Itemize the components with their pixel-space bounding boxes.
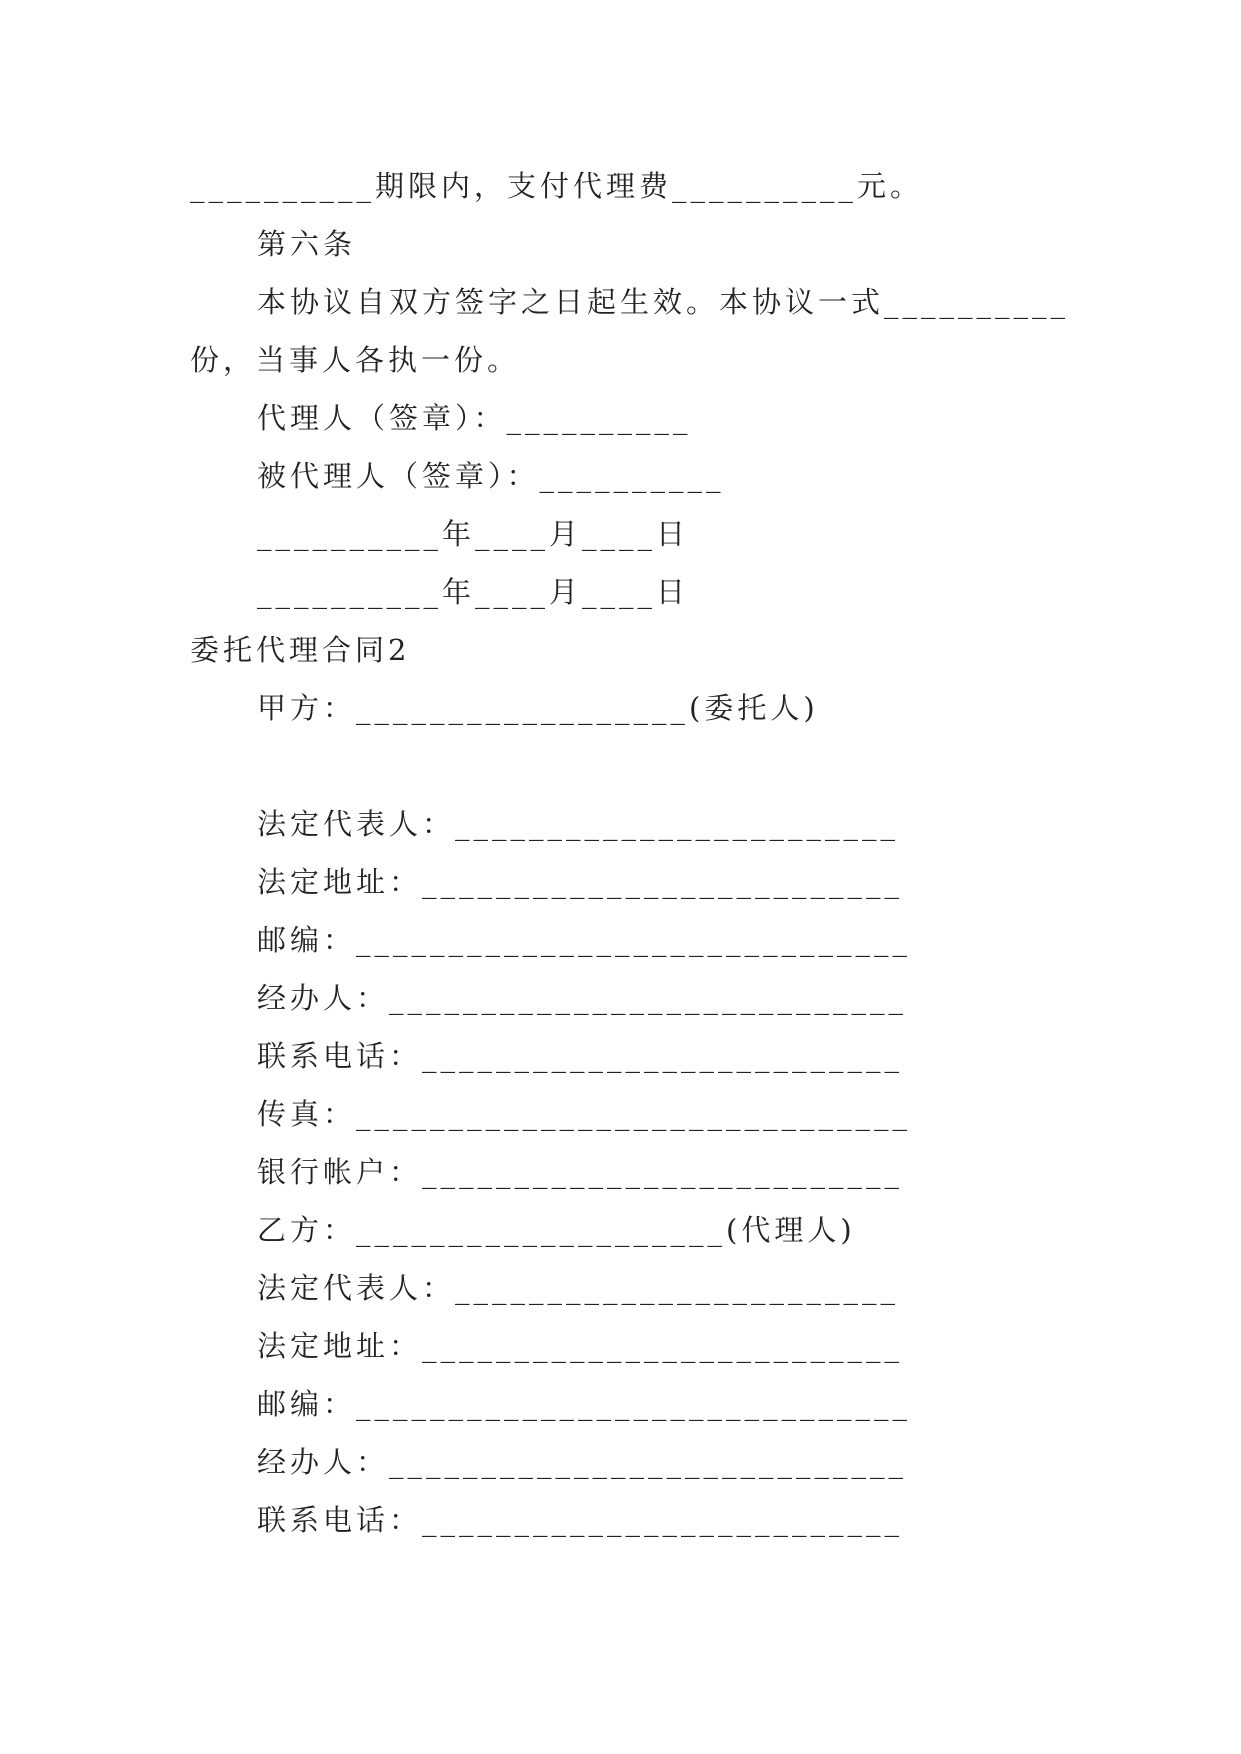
effective-clause-continuation: 份，当事人各执一份。 xyxy=(190,343,521,377)
party-a-legal-representative: 法定代表人：________________________ xyxy=(257,807,900,841)
party-a-postcode: 邮编：______________________________ xyxy=(257,923,912,957)
contract-title: 委托代理合同2 xyxy=(190,633,411,667)
party-a-fax: 传真：______________________________ xyxy=(257,1097,912,1131)
party-b-postcode: 邮编：______________________________ xyxy=(257,1387,912,1421)
agent-signature-line: 代理人（签章）：__________ xyxy=(257,401,692,435)
party-a-bank-account: 银行帐户：__________________________ xyxy=(257,1155,904,1189)
party-a-phone: 联系电话：__________________________ xyxy=(257,1039,904,1073)
effective-clause-line: 本协议自双方签字之日起生效。本协议一式__________ xyxy=(257,285,1070,319)
date-line-1: __________年____月____日 xyxy=(257,517,690,551)
party-b-handler: 经办人：____________________________ xyxy=(257,1445,908,1479)
date-line-2: __________年____月____日 xyxy=(257,575,690,609)
party-b-line: 乙方：____________________(代理人) xyxy=(257,1213,856,1247)
party-b-legal-representative: 法定代表人：________________________ xyxy=(257,1271,900,1305)
principal-signature-line: 被代理人（签章）：__________ xyxy=(257,459,725,493)
party-b-legal-address: 法定地址：__________________________ xyxy=(257,1329,904,1363)
party-a-handler: 经办人：____________________________ xyxy=(257,981,908,1015)
article-six-heading: 第六条 xyxy=(257,227,357,261)
payment-clause-line: __________期限内，支付代理费__________元。 xyxy=(190,169,924,203)
party-a-line: 甲方：__________________(委托人) xyxy=(257,691,819,725)
party-a-legal-address: 法定地址：__________________________ xyxy=(257,865,904,899)
party-b-phone: 联系电话：__________________________ xyxy=(257,1503,904,1537)
